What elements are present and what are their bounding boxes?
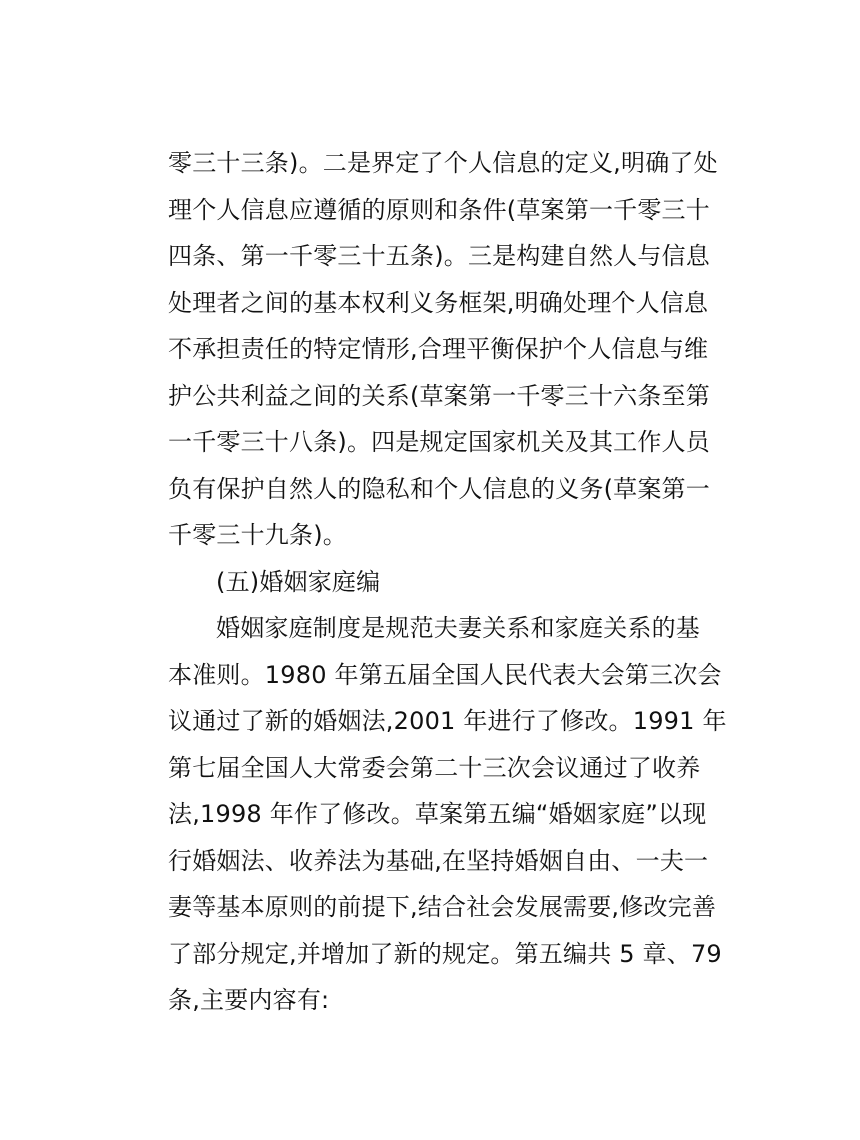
paragraph-first-line: 婚姻家庭制度是规范夫妻关系和家庭关系的基 [216,614,700,642]
text-line: 第七届全国人大常委会第二十三次会议通过了收养 [168,753,701,782]
text-line: 千零三十九条)。 [168,521,347,549]
text-line: 行婚姻法、收养法为基础,在坚持婚姻自由、一夫一 [168,846,709,875]
section-heading: (五)婚姻家庭编 [216,567,381,596]
text-line: 四条、第一千零三十五条)。三是构建自然人与信息 [168,242,710,270]
text-line: 了部分规定,并增加了新的规定。第五编共 5 章、79 [168,939,722,968]
text-line: 不承担责任的特定情形,合理平衡保护个人信息与维 [168,335,709,363]
text-line: 妻等基本原则的前提下,结合社会发展需要,修改完善 [168,893,717,921]
text-line: 本准则。1980 年第五届全国人民代表大会第三次会 [168,660,722,689]
text-line: 理个人信息应遵循的原则和条件(草案第一千零三十 [168,195,710,224]
text-line: 处理者之间的基本权利义务框架,明确处理个人信息 [168,288,709,317]
text-line: 零三十三条)。二是界定了个人信息的定义,明确了处 [168,149,718,177]
text-line: 议通过了新的婚姻法,2001 年进行了修改。1991 年 [168,707,727,735]
body-text [168,140,727,1024]
text-line: 护公共利益之间的关系(草案第一千零三十六条至第 [168,381,710,410]
text-line: 条,主要内容有: [168,986,330,1014]
text-line: 一千零三十八条)。四是规定国家机关及其工作人员 [168,428,710,456]
text-line: 法,1998 年作了修改。草案第五编“婚姻家庭”以现 [168,800,707,828]
text-line: 负有保护自然人的隐私和个人信息的义务(草案第一 [168,474,710,503]
